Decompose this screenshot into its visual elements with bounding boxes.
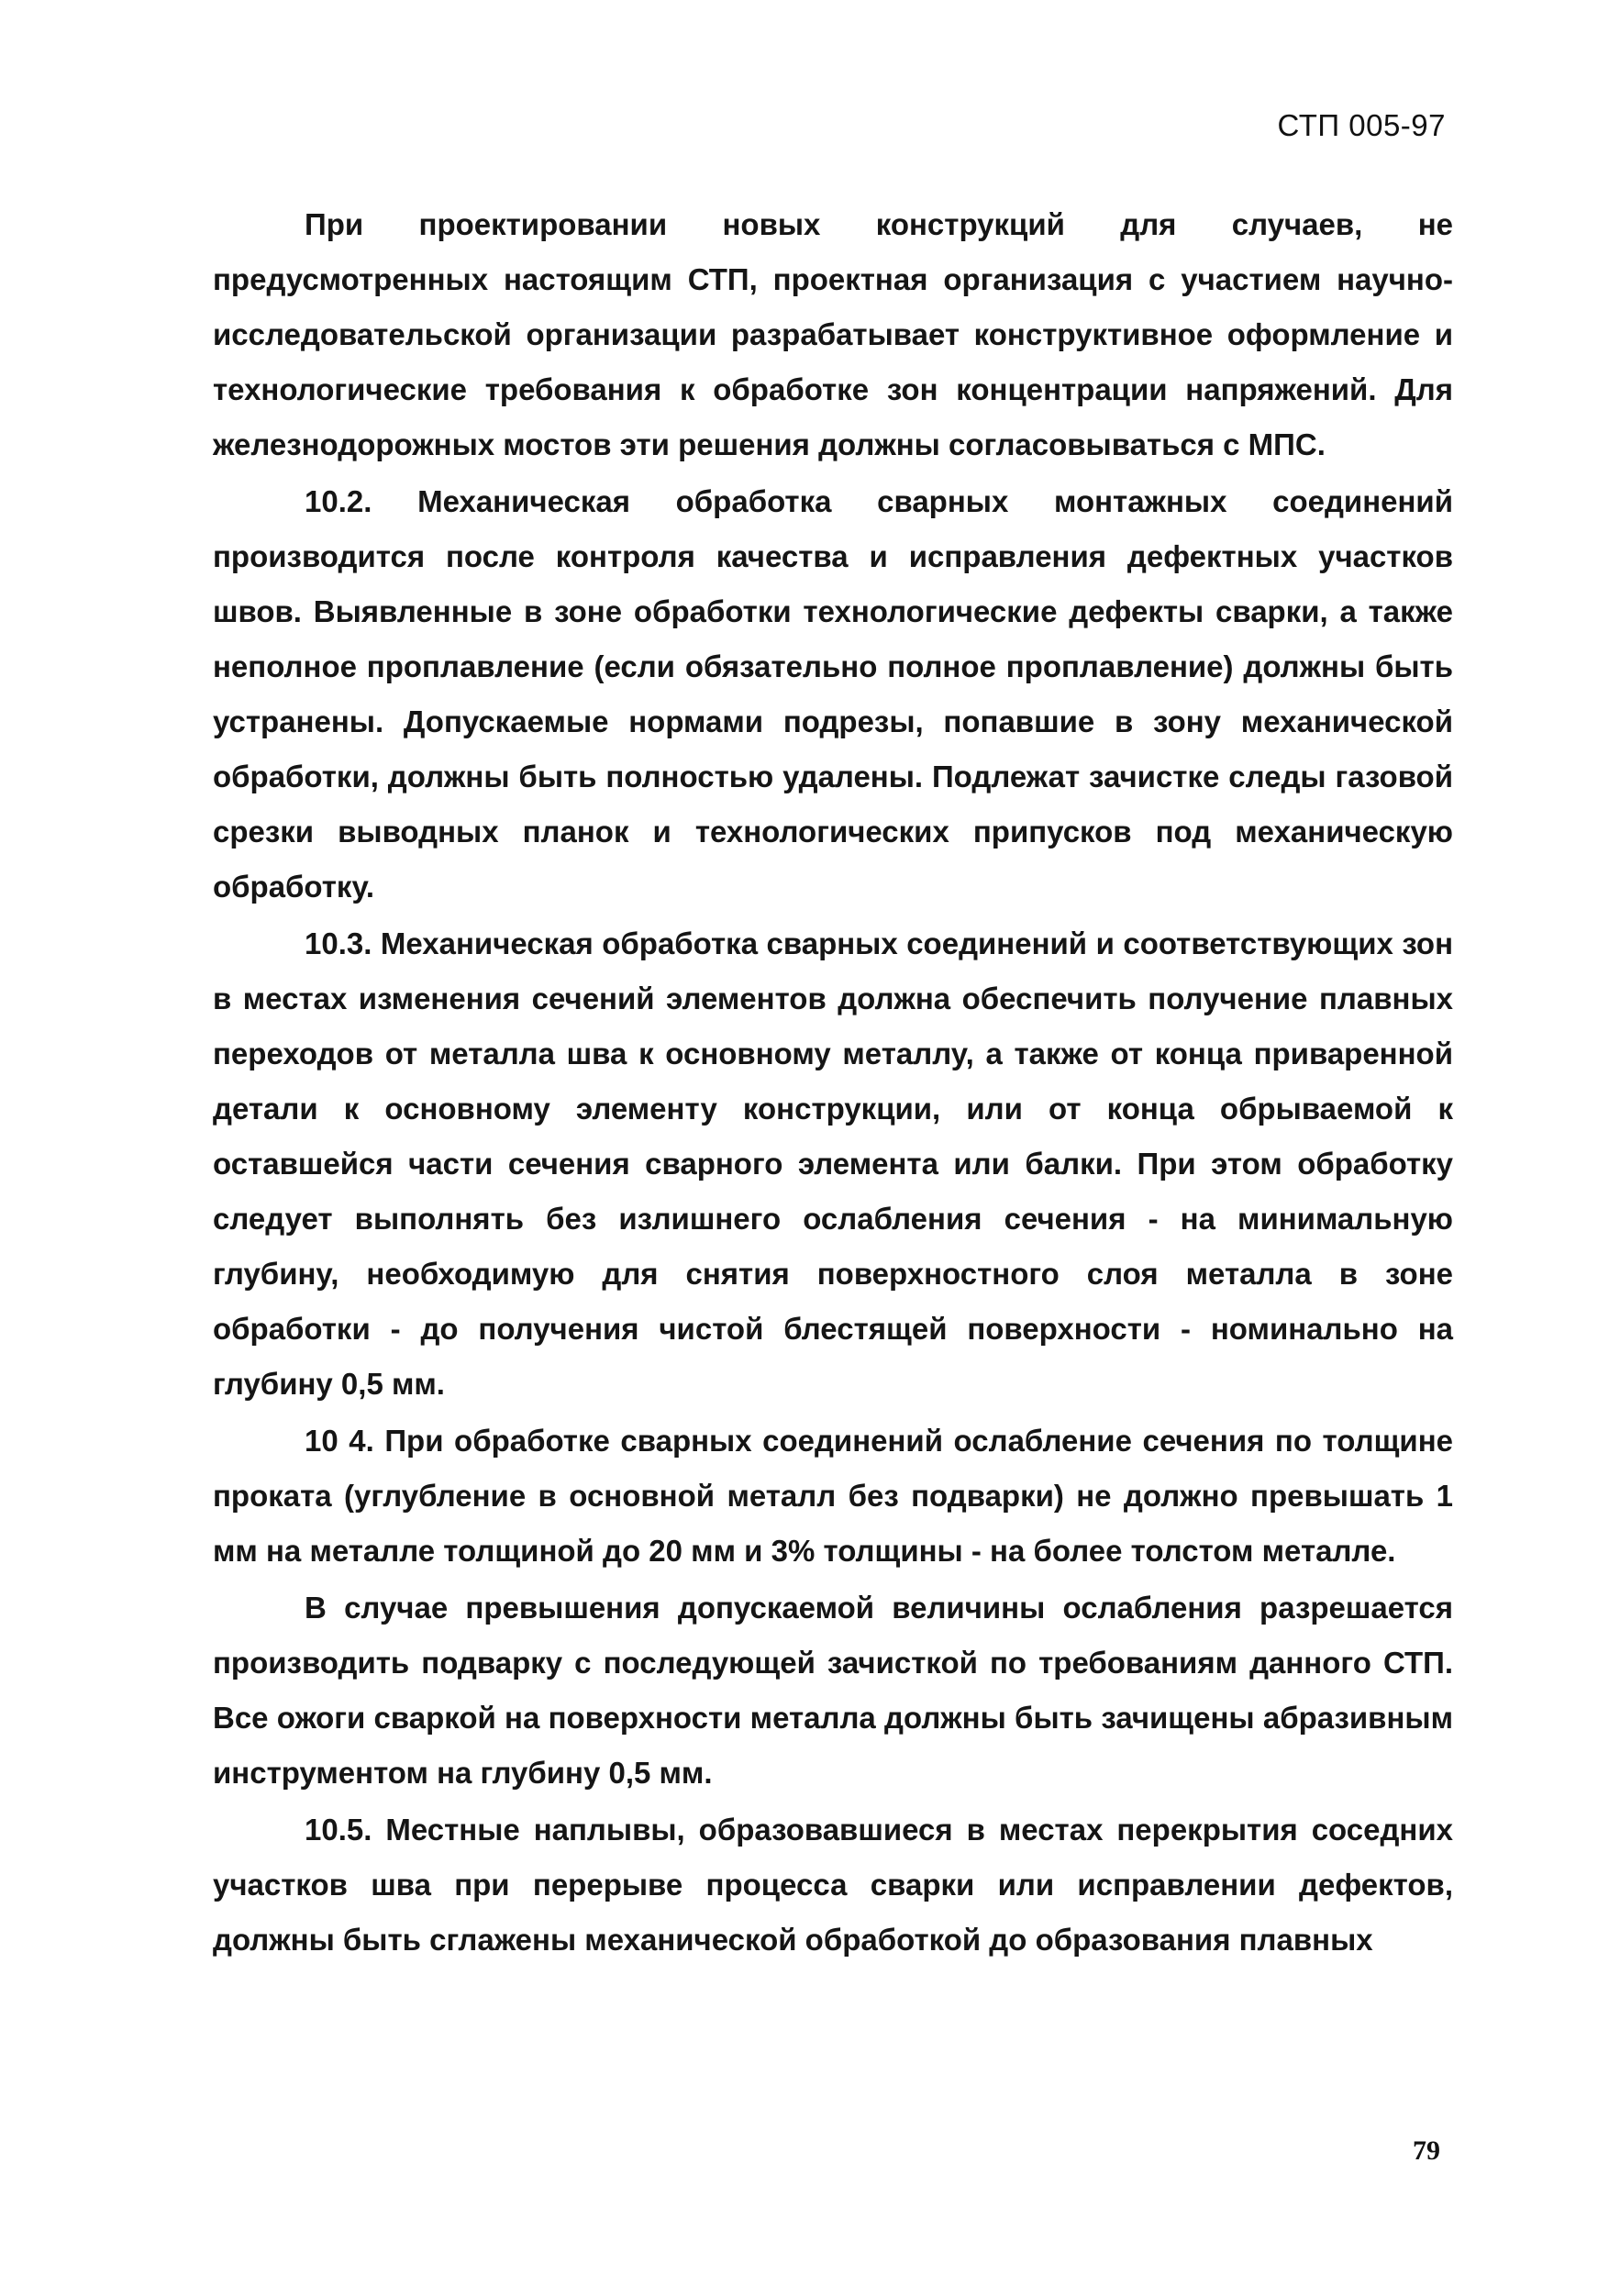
document-body: [213, 197, 1453, 1968]
paragraph-10-3: 10.3. Механическая обработка сварных соединений и соответствующих зон в местах изменения сечений элементов должна обеспечить получение плавных переходов от металла шва к основному металлу, а также от конца приваренной детали к основному элементу конструкции, или от конца обрываемой к оставшейся части сечения сварного элемента или балки. При этом обработку следует выполнять без излишнего ослабления сечения - на минимальную глубину, необходимую для снятия поверхностного слоя металла в зоне обработки - до получения чистой блестящей поверхности - номинально на глубину 0,5 мм.: [213, 926, 1453, 1401]
document-code-header: СТП 005-97: [1277, 108, 1446, 142]
paragraph-10-4: 10 4. При обработке сварных соединений ослабление сечения по толщине проката (углубление в основной металл без подварки) не должно превышать 1 мм на металле толщиной до 20 мм и 3% толщины - на более толстом металле.: [213, 1424, 1453, 1568]
paragraph-design-requirements: При проектировании новых конструкций для случаев, не предусмотренных настоящим СТП, проектная организация с участием научно-исследовательской организации разрабатывает конструктивное оформление и технологические требования к обработке зон концентрации напряжений. Для железнодорожных мостов эти решения должны согласовываться с МПС.: [213, 207, 1453, 461]
page-number: 79: [1413, 2135, 1440, 2166]
paragraph-10-5: 10.5. Местные наплывы, образовавшиеся в местах перекрытия соседних участков шва при перерыве процесса сварки или исправлении дефектов, должны быть сглажены механической обработкой до образования плавных: [213, 1813, 1453, 1957]
paragraph-weakening-repair: В случае превышения допускаемой величины ослабления разрешается производить подварку с последующей зачисткой по требованиям данного СТП. Все ожоги сваркой на поверхности металла должны быть зачищены абразивным инструментом на глубину 0,5 мм.: [213, 1591, 1453, 1790]
paragraph-10-2: 10.2. Механическая обработка сварных монтажных соединений производится после контроля качества и исправления дефектных участков швов. Выявленные в зоне обработки технологические дефекты сварки, а также неполное проплавление (если обязательно полное проплавление) должны быть устранены. Допускаемые нормами подрезы, попавшие в зону механической обработки, должны быть полностью удалены. Подлежат зачистке следы газовой срезки выводных планок и технологических припусков под механическую обработку.: [213, 484, 1453, 904]
